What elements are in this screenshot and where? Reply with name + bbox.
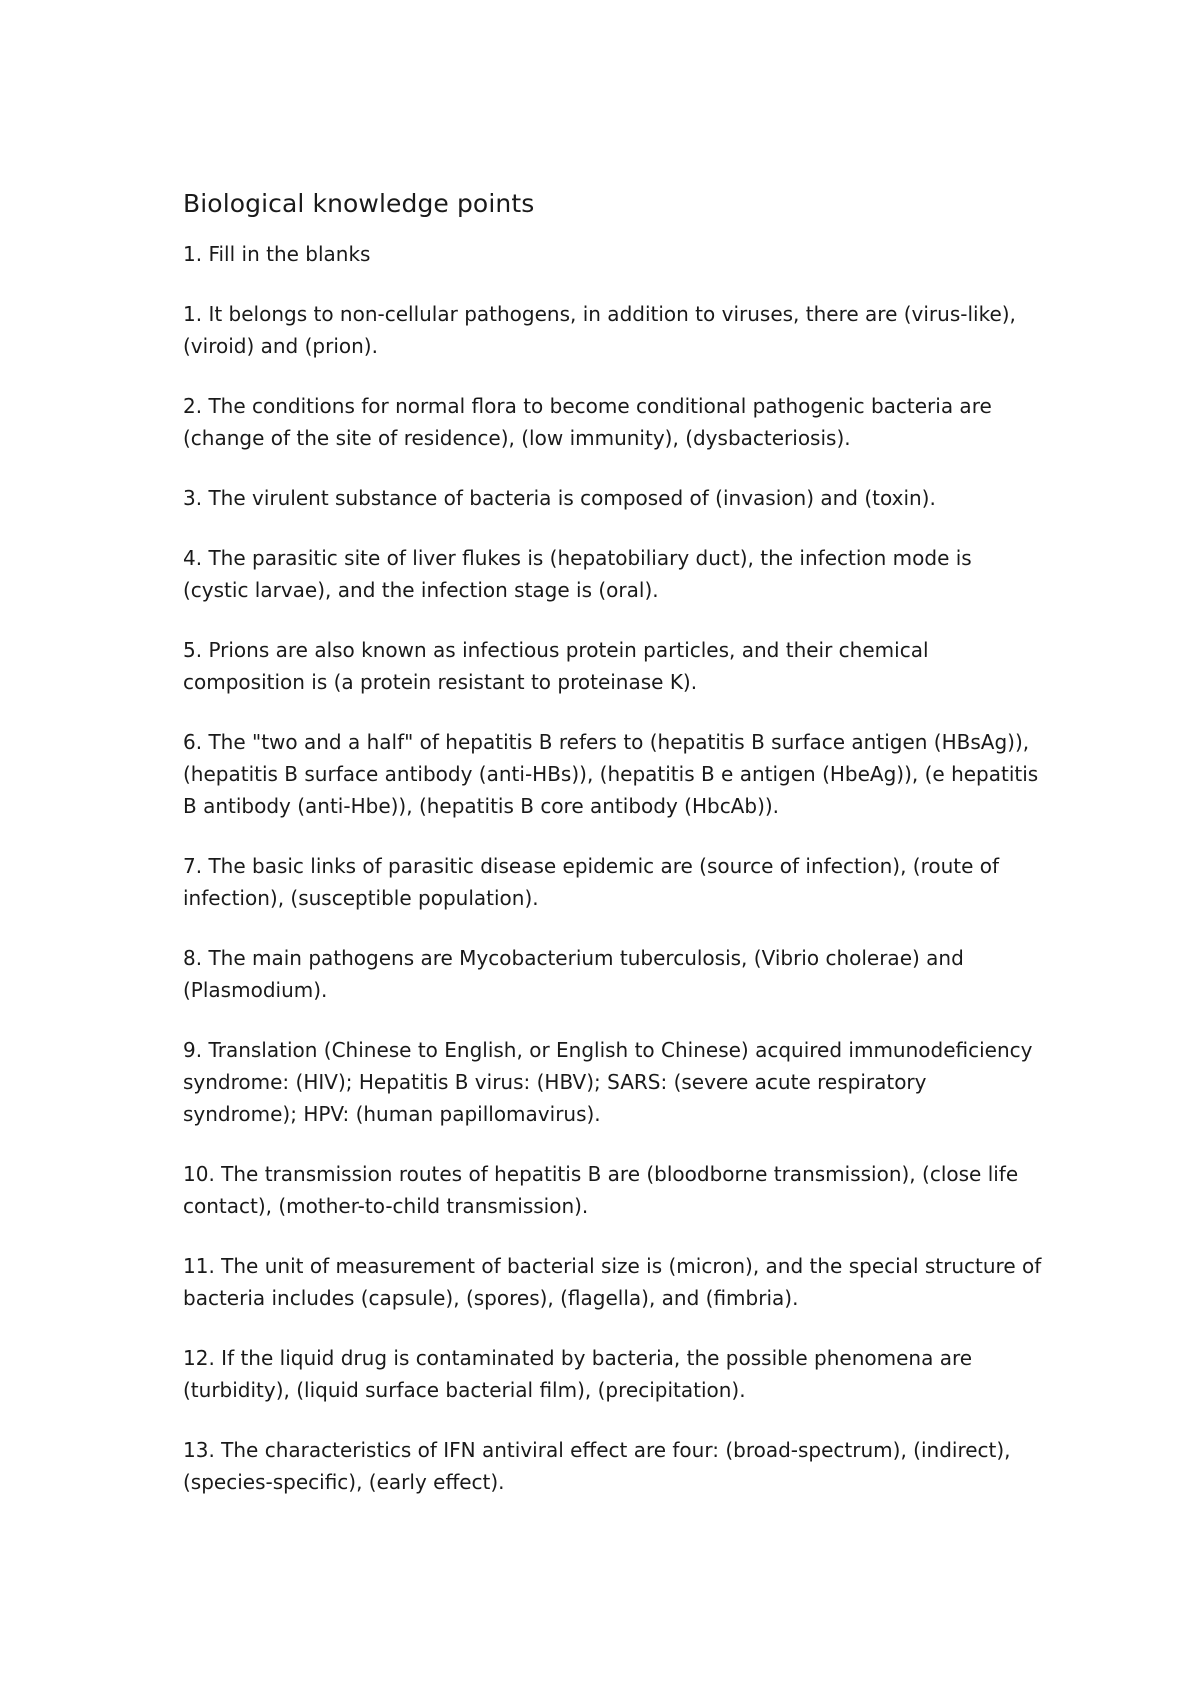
list-item: 3. The virulent substance of bacteria is composed of (invasion) and (toxin).: [183, 486, 936, 510]
list-item: 2. The conditions for normal flora to become conditional pathogenic bacteria are (change of the site of residence), (low immunity), (dysbacteriosis).: [183, 394, 992, 450]
list-item: 5. Prions are also known as infectious protein particles, and their chemical composition is (a protein resistant to proteinase K).: [183, 638, 929, 694]
list-item: 4. The parasitic site of liver flukes is (hepatobiliary duct), the infection mode is (cystic larvae), and the infection stage is (oral).: [183, 546, 972, 602]
list-item: 13. The characteristics of IFN antiviral effect are four: (broad-spectrum), (indirect), (species-specific), (early effect).: [183, 1438, 1011, 1494]
document-body: [183, 186, 1043, 1526]
list-item: 9. Translation (Chinese to English, or English to Chinese) acquired immunodeficiency syndrome: (HIV); Hepatitis B virus: (HBV); SARS: (severe acute respiratory syndrome); HPV: (human papillomavirus).: [183, 1038, 1033, 1126]
list-item: 12. If the liquid drug is contaminated by bacteria, the possible phenomena are (turbidity), (liquid surface bacterial film), (precipitation).: [183, 1346, 973, 1402]
list-item: 8. The main pathogens are Mycobacterium tuberculosis, (Vibrio cholerae) and (Plasmodium).: [183, 946, 964, 1002]
list-item: 1. It belongs to non-cellular pathogens, in addition to viruses, there are (virus-like), (viroid) and (prion).: [183, 302, 1016, 358]
list-item: 7. The basic links of parasitic disease epidemic are (source of infection), (route of infection), (susceptible population).: [183, 854, 1000, 910]
document-title: Biological knowledge points: [183, 189, 535, 218]
list-item: 10. The transmission routes of hepatitis B are (bloodborne transmission), (close life contact), (mother-to-child transmission).: [183, 1162, 1019, 1218]
list-item: 11. The unit of measurement of bacterial size is (micron), and the special structure of bacteria includes (capsule), (spores), (flagella), and (fimbria).: [183, 1254, 1042, 1310]
list-item: 6. The "two and a half" of hepatitis B refers to (hepatitis B surface antigen (HBsAg)), (hepatitis B surface antibody (anti-HBs)), (hepatitis B e antigen (HbeAg)), (e hepatitis B antibody (anti-Hbe)), (hepatitis B core antibody (HbcAb)).: [183, 730, 1039, 818]
section-heading: 1. Fill in the blanks: [183, 242, 371, 266]
